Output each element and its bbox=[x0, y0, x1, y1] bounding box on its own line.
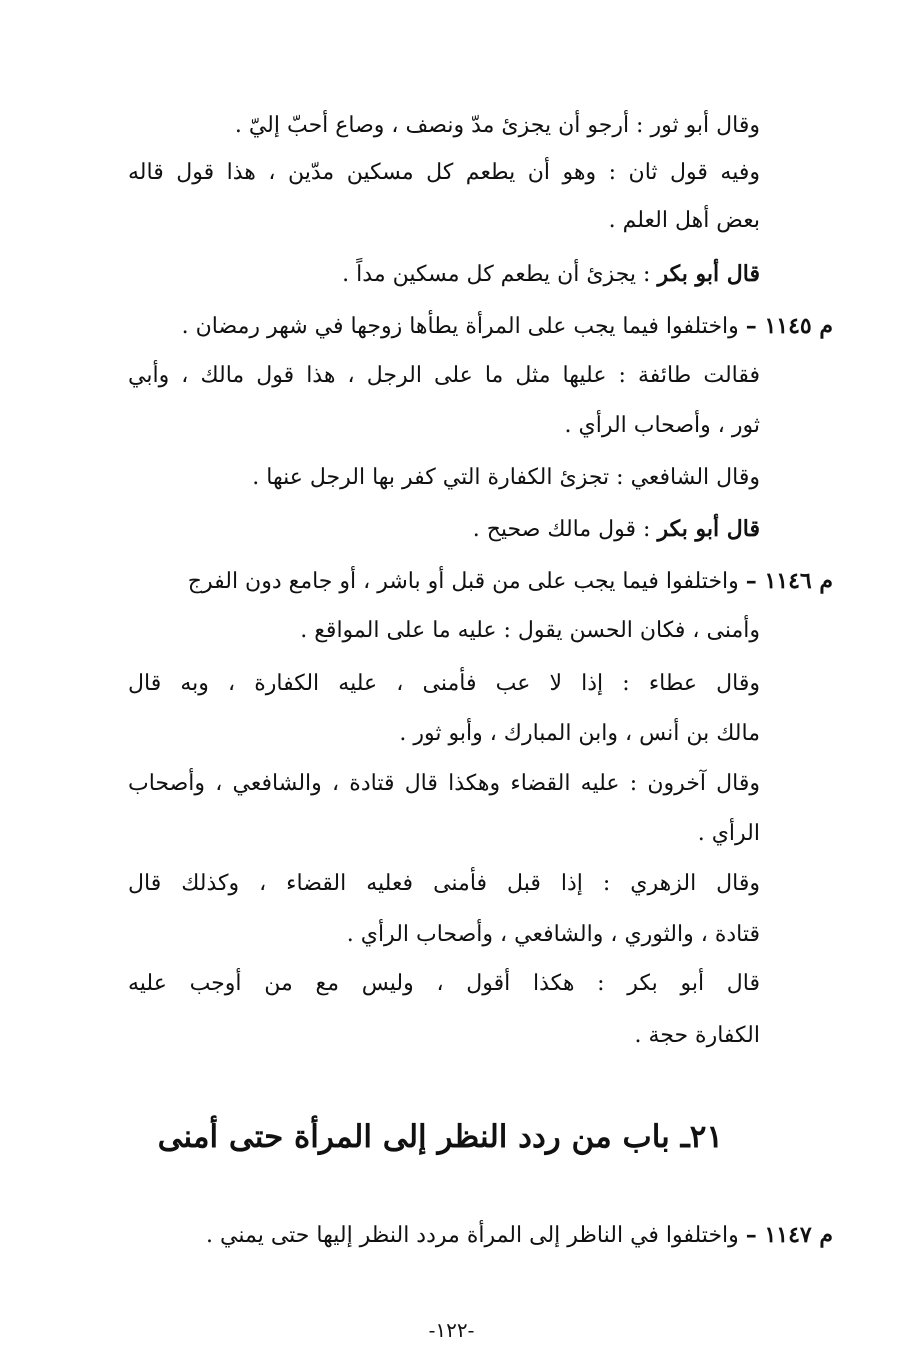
text-line-3: بعض أهل العلم . bbox=[608, 208, 760, 233]
chapter-heading: ٢١ـ باب من ردد النظر إلى المرأة حتى أمنى bbox=[157, 1119, 723, 1155]
text-line-8: وقال الشافعي : تجزئ الكفارة التي كفر بها الرجل عنها . bbox=[252, 465, 760, 490]
entry-1145 bbox=[182, 308, 833, 344]
page-number: -١٢٢- bbox=[428, 1318, 475, 1342]
entry-text: واختلفوا فيما يجب على المرأة يطأها زوجها في شهر رمضان . bbox=[181, 314, 739, 339]
entry-1146 bbox=[188, 563, 833, 599]
entry-1147 bbox=[206, 1217, 833, 1253]
entry-text: واختلفوا فيما يجب على من قبل أو باشر ، أو جامع دون الفرج bbox=[187, 569, 739, 594]
text-line-7: ثور ، وأصحاب الرأي . bbox=[564, 413, 760, 438]
abu-bakr-label: قال أبو بكر bbox=[657, 261, 760, 287]
abu-bakr-opinion-2 bbox=[473, 511, 760, 547]
entry-text: واختلفوا في الناظر إلى المرأة مردد النظر إليها حتى يمني . bbox=[206, 1223, 739, 1248]
opinion-text: يجزئ أن يطعم كل مسكين مداً . bbox=[342, 262, 637, 287]
text-line-13: مالك بن أنس ، وابن المبارك ، وأبو ثور . bbox=[399, 721, 760, 746]
opinion-text: قول مالك صحيح . bbox=[472, 517, 637, 542]
text-line-2: وفيه قول ثان : وهو أن يطعم كل مسكين مدّين ، هذا قول قاله bbox=[128, 160, 760, 185]
text-line-19: الكفارة حجة . bbox=[634, 1023, 760, 1048]
entry-number: م ١١٤٧ – bbox=[745, 1222, 833, 1248]
text-line-15: الرأي . bbox=[697, 821, 760, 846]
text-line-11: وأمنى ، فكان الحسن يقول : عليه ما على المواقع . bbox=[300, 618, 760, 643]
text-line-14: وقال آخرون : عليه القضاء وهكذا قال قتادة ، والشافعي ، وأصحاب bbox=[128, 771, 760, 796]
text-line-12: وقال عطاء : إذا لا عب فأمنى ، عليه الكفارة ، وبه قال bbox=[128, 671, 760, 696]
abu-bakr-opinion-1 bbox=[342, 256, 760, 292]
separator: : bbox=[643, 517, 651, 542]
text-line-6: فقالت طائفة : عليها مثل ما على الرجل ، هذا قول مالك ، وأبي bbox=[128, 363, 760, 388]
text-line-1: وقال أبو ثور : أرجو أن يجزئ مدّ ونصف ، وصاع أحبّ إليّ . bbox=[234, 113, 760, 138]
entry-number: م ١١٤٦ – bbox=[745, 568, 833, 594]
separator: : bbox=[643, 262, 651, 287]
abu-bakr-label: قال أبو بكر bbox=[657, 516, 760, 542]
text-line-16: وقال الزهري : إذا قبل فأمنى فعليه القضاء ، وكذلك قال bbox=[128, 871, 760, 896]
text-line-17: قتادة ، والثوري ، والشافعي ، وأصحاب الرأي . bbox=[346, 922, 760, 947]
text-line-18: قال أبو بكر : هكذا أقول ، وليس مع من أوجب عليه bbox=[128, 971, 760, 996]
entry-number: م ١١٤٥ – bbox=[745, 313, 833, 339]
